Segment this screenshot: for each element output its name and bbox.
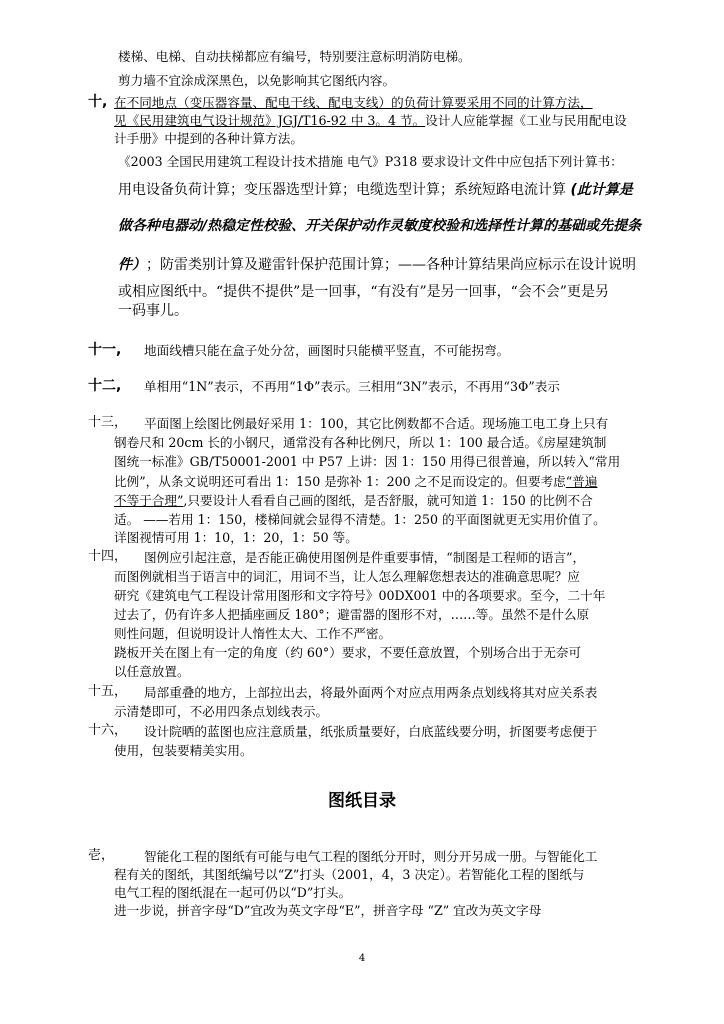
text-line bbox=[118, 257, 636, 273]
text-line: 过去了，仍有许多人把插座画反 180°；避雷器的图形不对，……等。虽然不是什么原 bbox=[114, 607, 590, 622]
text-span: (此计算是 bbox=[570, 182, 633, 198]
text-line: 跷板开关在图上有一定的角度（约 60°）要求，不要任意放置，个别场合出于无奈可 bbox=[114, 645, 582, 660]
text-line: 电气工程的图纸混在一起可仍以“D”打头。 bbox=[114, 885, 352, 900]
text-line bbox=[118, 182, 633, 198]
text-line: 做各种电器动/热稳定性校验、开关保护动作灵敏度校验和选择性计算的基础或先提条 bbox=[118, 218, 642, 234]
text-span: 不等于合理” bbox=[114, 493, 184, 508]
text-span: 用电设备负荷计算；变压器选型计算；电缆选型计算；系统短路电流计算 bbox=[118, 182, 566, 198]
text-span: ；防雷类别计算及避雷针保护范围计算；——各种计算结果尚应标示在设计说明 bbox=[146, 257, 636, 273]
text-span: 见《民用建筑电气设计规范》JGJ/T16-92 中 3。4 节。 bbox=[114, 113, 426, 128]
text-line: 而图例就相当于语言中的词汇，用词不当，让人怎么理解您想表达的准确意思呢？应 bbox=[114, 569, 580, 584]
text-line: 《2003 全国民用建筑工程设计技术措施 电气》P318 要求设计文件中应包括下列计算书： bbox=[118, 154, 623, 169]
text-span: 比例”，从条文说明还可看出 1：150 是弥补 1：200 之不足而设定的。但要考虑 bbox=[114, 474, 566, 489]
text-line: 示清楚即可，不必用四条点划线表示。 bbox=[114, 704, 329, 719]
text-line: 地面线槽只能在盒子处分岔，画图时只能横平竖直，不可能拐弯。 bbox=[144, 343, 510, 358]
section-number: 十一, bbox=[88, 342, 122, 358]
text-line: 使用，包装要精美实用。 bbox=[114, 743, 253, 758]
text-line: 局部重叠的地方，上部拉出去，将最外面两个对应点用两条点划线将其对应关系表 bbox=[144, 685, 598, 700]
text-line: 详图视情可用 1：10，1：20，1：50 等。 bbox=[114, 530, 358, 545]
text-line bbox=[114, 474, 597, 490]
text-line: 或相应图纸中。“提供不提供”是一回事，“有没有”是另一回事，“会不会”更是另 bbox=[118, 284, 609, 300]
text-line: 在不同地点（变压器容量、配电干线、配电支线）的负荷计算要采用不同的计算方法， bbox=[114, 95, 593, 110]
section-number: 十, bbox=[88, 94, 108, 110]
section-number: 十五， bbox=[88, 684, 128, 699]
text-line: 程有关的图纸，其图纸编号以“Z”打头（2001，4，3 决定）。若智能化工程的图纸与 bbox=[114, 867, 585, 882]
text-line: 进一步说，拼音字母“D”宜改为英文字母“E”，拼音字母 “Z” 宜改为英文字母 bbox=[114, 903, 542, 918]
text-line: 以任意放置。 bbox=[114, 664, 190, 679]
text-line: 楼梯、电梯、自动扶梯都应有编号，特别要注意标明消防电梯。 bbox=[118, 49, 471, 64]
text-line: 则性问题，但说明设计人惰性太大、工作不严密。 bbox=[114, 626, 392, 641]
text-line: 钢卷尺和 20cm 长的小钢尺，通常没有各种比例尺，所以 1：100 最合适。《房屋建筑制 bbox=[114, 435, 607, 450]
text-line bbox=[114, 113, 627, 129]
text-line: 单相用“1N”表示，不再用“1Φ”表示。三相用“3N”表示，不再用“3Φ”表示 bbox=[144, 379, 560, 394]
text-span: ,只要设计人看看自己画的图纸，是否舒服，就可知道 1：150 的比例不合 bbox=[183, 493, 593, 508]
text-span: 件） bbox=[118, 257, 146, 273]
section-heading: 图纸目录 bbox=[328, 791, 396, 811]
text-line bbox=[114, 493, 593, 509]
section-number: 十六， bbox=[88, 723, 128, 738]
section-number: 十四， bbox=[88, 549, 128, 564]
text-line: 平面图上绘图比例最好采用 1：100，其它比例数都不合适。现场施工电工身上只有 bbox=[144, 416, 609, 431]
text-line: 智能化工程的图纸有可能与电气工程的图纸分开时，则分开另成一册。与智能化工 bbox=[144, 849, 598, 864]
text-line: 适。 ——若用 1：150，楼梯间就会显得不清楚。1：250 的平面图就更无实用价值了。 bbox=[114, 512, 606, 527]
page-number: 4 bbox=[358, 953, 366, 964]
section-number: 壱， bbox=[88, 848, 115, 863]
section-number: 十三， bbox=[88, 415, 128, 430]
section-number: 十二, bbox=[88, 378, 122, 394]
text-line: 图例应引起注意，是否能正确使用图例是件重要事情，“制图是工程师的语言”， bbox=[144, 550, 586, 565]
text-span: “普遍 bbox=[565, 474, 598, 489]
text-line: 研究《建筑电气工程设计常用图形和文字符号》00DX001 中的各项要求。至今，二十年 bbox=[114, 588, 606, 603]
text-line: 剪力墙不宜涂成深黑色，以免影响其它图纸内容。 bbox=[118, 73, 396, 88]
text-span: 设计人应能掌握《工业与民用配电设 bbox=[425, 113, 627, 128]
text-line: 设计院晒的蓝图也应注意质量，纸张质量要好，白底蓝线要分明，折图要考虑便于 bbox=[144, 724, 598, 739]
text-line: 图统一标准》GB/T50001-2001 中 P57 上讲：因 1：150 用得已很普遍，所以转入“常用 bbox=[114, 454, 621, 469]
text-line: 计手册》中提到的各种计算方法。 bbox=[114, 131, 303, 146]
text-line: 一码事儿。 bbox=[118, 303, 188, 319]
